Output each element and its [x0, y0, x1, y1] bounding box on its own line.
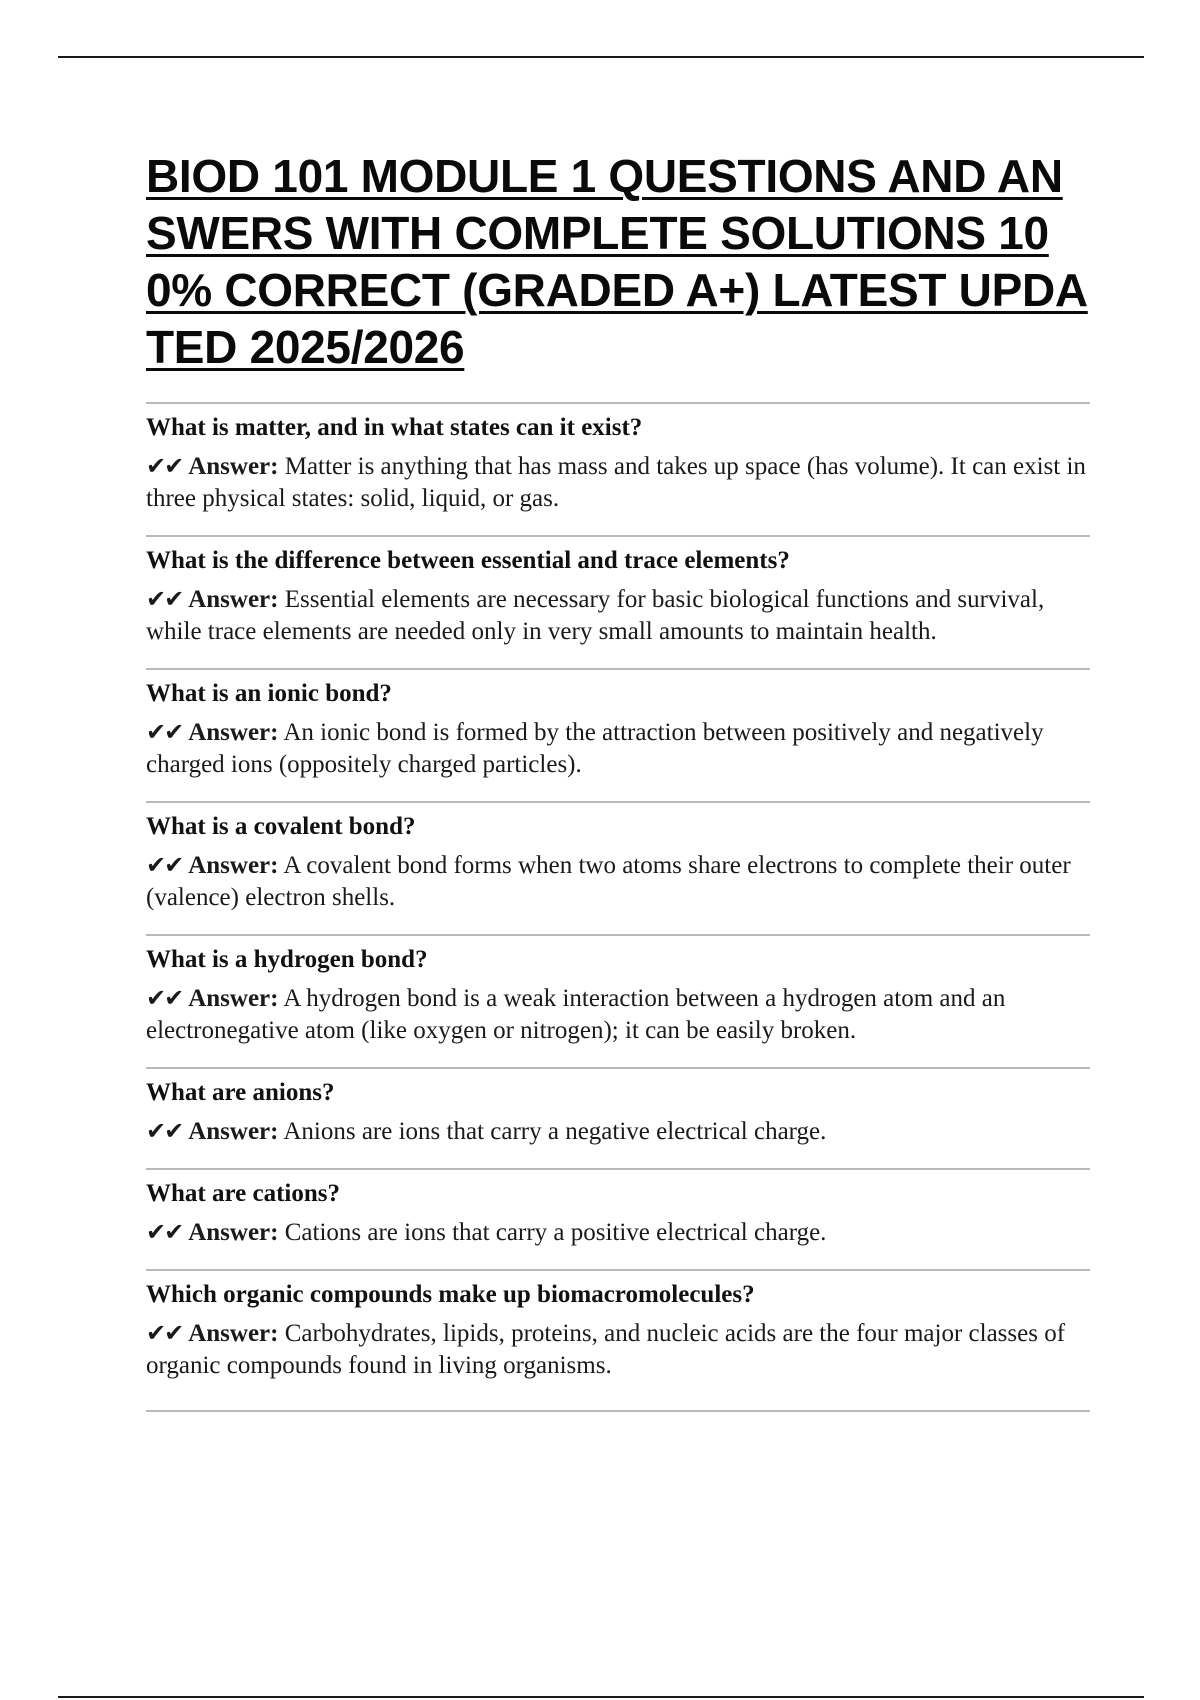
answer-text — [146, 583, 1090, 648]
answer-body: An ionic bond is formed by the attraction between positively and negatively charged ions (oppositely charged particles). — [146, 719, 1044, 778]
question-text: What is an ionic bond? — [146, 680, 392, 707]
answer-text — [146, 849, 1090, 914]
question-text: What is a hydrogen bond? — [146, 946, 428, 973]
double-check-icon: ✔✔ — [146, 851, 183, 879]
answer-label: Answer: — [188, 1320, 279, 1347]
page-bottom-rule — [58, 1696, 1144, 1698]
double-check-icon: ✔✔ — [146, 452, 183, 480]
qa-list — [146, 402, 1090, 1412]
answer-text — [146, 1115, 1090, 1148]
answer-body: Anions are ions that carry a negative electrical charge. — [283, 1118, 827, 1145]
qa-item — [146, 1067, 1090, 1168]
answer-label: Answer: — [188, 453, 279, 480]
answer-label: Answer: — [188, 1118, 279, 1145]
qa-item — [146, 934, 1090, 1067]
qa-item — [146, 535, 1090, 668]
question-text: What are anions? — [146, 1079, 335, 1106]
answer-body: A hydrogen bond is a weak interaction between a hydrogen atom and an electronegative atom (like oxygen or nitrogen); it can be easily broken. — [146, 985, 1006, 1044]
question-text: What is matter, and in what states can it exist? — [146, 414, 643, 441]
document-body — [146, 148, 1090, 1412]
double-check-icon: ✔✔ — [146, 984, 183, 1012]
answer-text — [146, 716, 1090, 781]
question-text: What is a covalent bond? — [146, 813, 416, 840]
answer-label: Answer: — [188, 852, 279, 879]
qa-item — [146, 668, 1090, 801]
question-text: Which organic compounds make up biomacromolecules? — [146, 1281, 755, 1308]
answer-label: Answer: — [188, 1219, 279, 1246]
double-check-icon: ✔✔ — [146, 1218, 183, 1246]
answer-text — [146, 1317, 1090, 1382]
answer-body: Essential elements are necessary for basic biological functions and survival, while trace elements are needed only in very small amounts to maintain health. — [146, 586, 1045, 645]
qa-item — [146, 1168, 1090, 1269]
answer-text — [146, 982, 1090, 1047]
double-check-icon: ✔✔ — [146, 585, 183, 613]
double-check-icon: ✔✔ — [146, 1117, 183, 1145]
answer-body: Cations are ions that carry a positive electrical charge. — [284, 1219, 827, 1246]
double-check-icon: ✔✔ — [146, 1319, 183, 1347]
answer-label: Answer: — [188, 586, 279, 613]
answer-text — [146, 1216, 1090, 1249]
answer-body: Matter is anything that has mass and takes up space (has volume). It can exist in three physical states: solid, liquid, or gas. — [146, 453, 1086, 512]
question-text: What is the difference between essential and trace elements? — [146, 547, 790, 574]
document-title: BIOD 101 MODULE 1 QUESTIONS AND ANSWERS WITH COMPLETE SOLUTIONS 100% CORRECT (GRADED A+) LATEST UPDATED 2025/2026 — [146, 150, 1088, 373]
qa-item — [146, 1269, 1090, 1412]
answer-text — [146, 450, 1090, 515]
answer-label: Answer: — [188, 719, 279, 746]
question-text: What are cations? — [146, 1180, 340, 1207]
answer-label: Answer: — [188, 985, 279, 1012]
double-check-icon: ✔✔ — [146, 718, 183, 746]
page-top-rule — [58, 56, 1144, 58]
qa-item — [146, 801, 1090, 934]
qa-item — [146, 402, 1090, 535]
answer-body: Carbohydrates, lipids, proteins, and nucleic acids are the four major classes of organic compounds found in living organisms. — [146, 1320, 1066, 1379]
answer-body: A covalent bond forms when two atoms share electrons to complete their outer (valence) electron shells. — [146, 852, 1071, 911]
